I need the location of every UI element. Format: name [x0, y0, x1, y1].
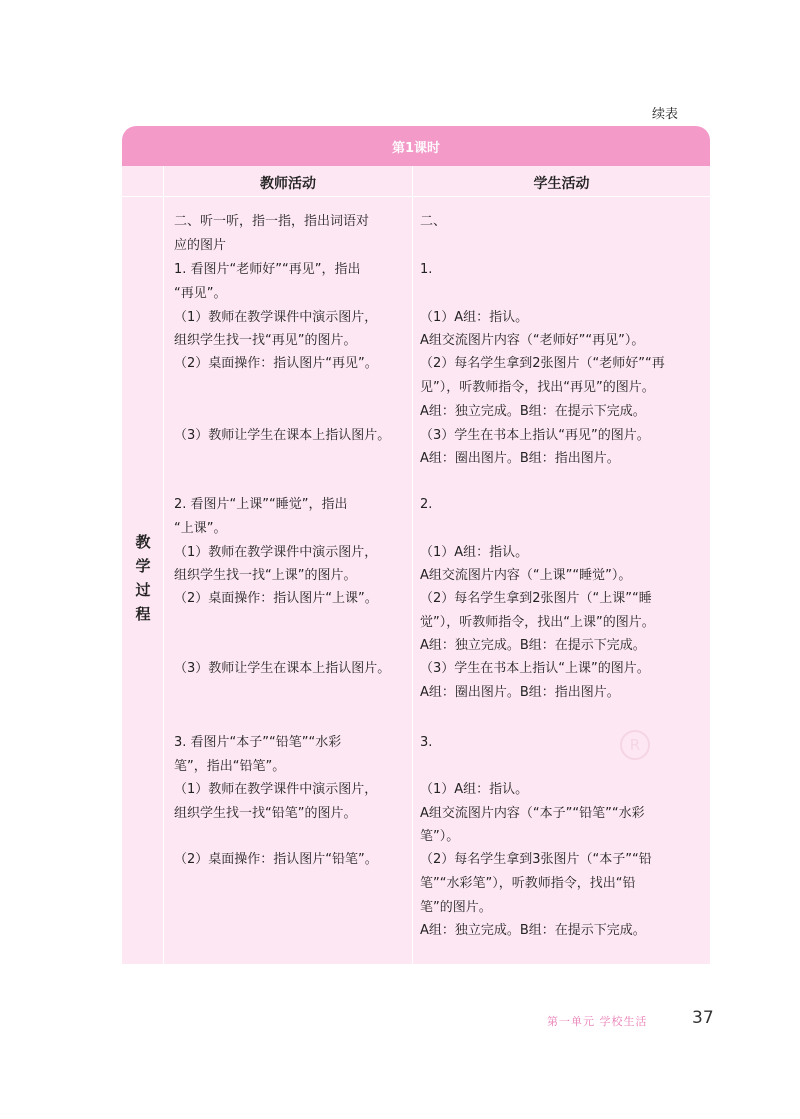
footer-unit-title: 第一单元 学校生活 [547, 1015, 648, 1028]
column-divider [412, 166, 413, 964]
teacher-line: 1. 看图片“老师好”“再见”，指出 [174, 262, 361, 277]
teacher-line: （3）教师让学生在课本上指认图片。 [174, 661, 391, 676]
student-line: 3. [420, 735, 433, 750]
teacher-line: （1）教师在教学课件中演示图片， [174, 782, 378, 797]
student-line: 1. [420, 262, 433, 277]
student-line: （2）每名学生拿到2张图片（“老师好”“再 [420, 356, 665, 371]
student-line: A组：独立完成。B组：在提示下完成。 [420, 923, 646, 938]
header-student-activity: 学生活动 [533, 176, 590, 192]
row-label-char: 过 [135, 581, 151, 599]
registered-mark-watermark-icon: R [620, 730, 650, 760]
student-line: A组：独立完成。B组：在提示下完成。 [420, 638, 646, 653]
teacher-line: 笔”，指出“铅笔”。 [174, 759, 286, 774]
teacher-line: （2）桌面操作：指认图片“铅笔”。 [174, 852, 378, 867]
student-line: 二、 [420, 214, 447, 229]
student-line: A组：独立完成。B组：在提示下完成。 [420, 404, 646, 419]
student-line: 笔”的图片。 [420, 900, 492, 915]
teacher-line: 组织学生找一找“上课”的图片。 [174, 568, 357, 583]
teacher-line: 2. 看图片“上课”“睡觉”，指出 [174, 497, 348, 512]
teacher-line: 组织学生找一找“铅笔”的图片。 [174, 806, 357, 821]
teacher-line: “再见”。 [174, 286, 227, 301]
student-line: A组交流图片内容（“老师好”“再见”）。 [420, 333, 645, 348]
header-teacher-activity: 教师活动 [260, 176, 316, 192]
row-label-char: 学 [135, 557, 151, 575]
teacher-line: （2）桌面操作：指认图片“再见”。 [174, 356, 378, 371]
teacher-line: （1）教师在教学课件中演示图片， [174, 545, 378, 560]
teacher-line: “上课”。 [174, 521, 227, 536]
student-activity-column [420, 126, 708, 964]
continued-label: 续表 [652, 107, 679, 122]
teacher-line: 组织学生找一找“再见”的图片。 [174, 333, 357, 348]
row-label-teaching-process [122, 530, 164, 626]
student-line: 见”），听教师指令，找出“再见”的图片。 [420, 380, 655, 395]
student-line: （1）A组：指认。 [420, 545, 529, 560]
row-label-char: 程 [135, 605, 151, 623]
student-line: 笔”）。 [420, 829, 460, 844]
student-line: （1）A组：指认。 [420, 782, 529, 797]
student-line: A组交流图片内容（“上课”“睡觉”）。 [420, 568, 632, 583]
student-line: A组：圈出图片。B组：指出图片。 [420, 685, 620, 700]
student-line: （2）每名学生拿到2张图片（“上课”“睡 [420, 591, 652, 606]
student-line: A组交流图片内容（“本子”“铅笔”“水彩 [420, 806, 645, 821]
page-number: 37 [692, 1008, 714, 1028]
teacher-line: 应的图片 [174, 238, 227, 253]
lesson-plan-table [122, 126, 710, 964]
teacher-line: （3）教师让学生在课本上指认图片。 [174, 428, 391, 443]
row-label-char: 教 [135, 533, 151, 551]
student-line: （3）学生在书本上指认“再见”的图片。 [420, 428, 650, 443]
teacher-line: （1）教师在教学课件中演示图片， [174, 310, 378, 325]
teacher-activity-column [174, 126, 410, 964]
teacher-line: （2）桌面操作：指认图片“上课”。 [174, 591, 378, 606]
student-line: （3）学生在书本上指认“上课”的图片。 [420, 661, 650, 676]
student-line: 2. [420, 497, 433, 512]
student-line: 觉”），听教师指令，找出“上课”的图片。 [420, 615, 655, 630]
student-line: （1）A组：指认。 [420, 310, 529, 325]
student-line: 笔”“水彩笔”），听教师指令，找出“铅 [420, 876, 636, 891]
student-line: （2）每名学生拿到3张图片（“本子”“铅 [420, 852, 652, 867]
teacher-line: 二、听一听，指一指，指出词语对 [174, 214, 370, 229]
table-title: 第1课时 [391, 141, 441, 156]
student-line: A组：圈出图片。B组：指出图片。 [420, 451, 620, 466]
teacher-line: 3. 看图片“本子”“铅笔”“水彩 [174, 735, 342, 750]
